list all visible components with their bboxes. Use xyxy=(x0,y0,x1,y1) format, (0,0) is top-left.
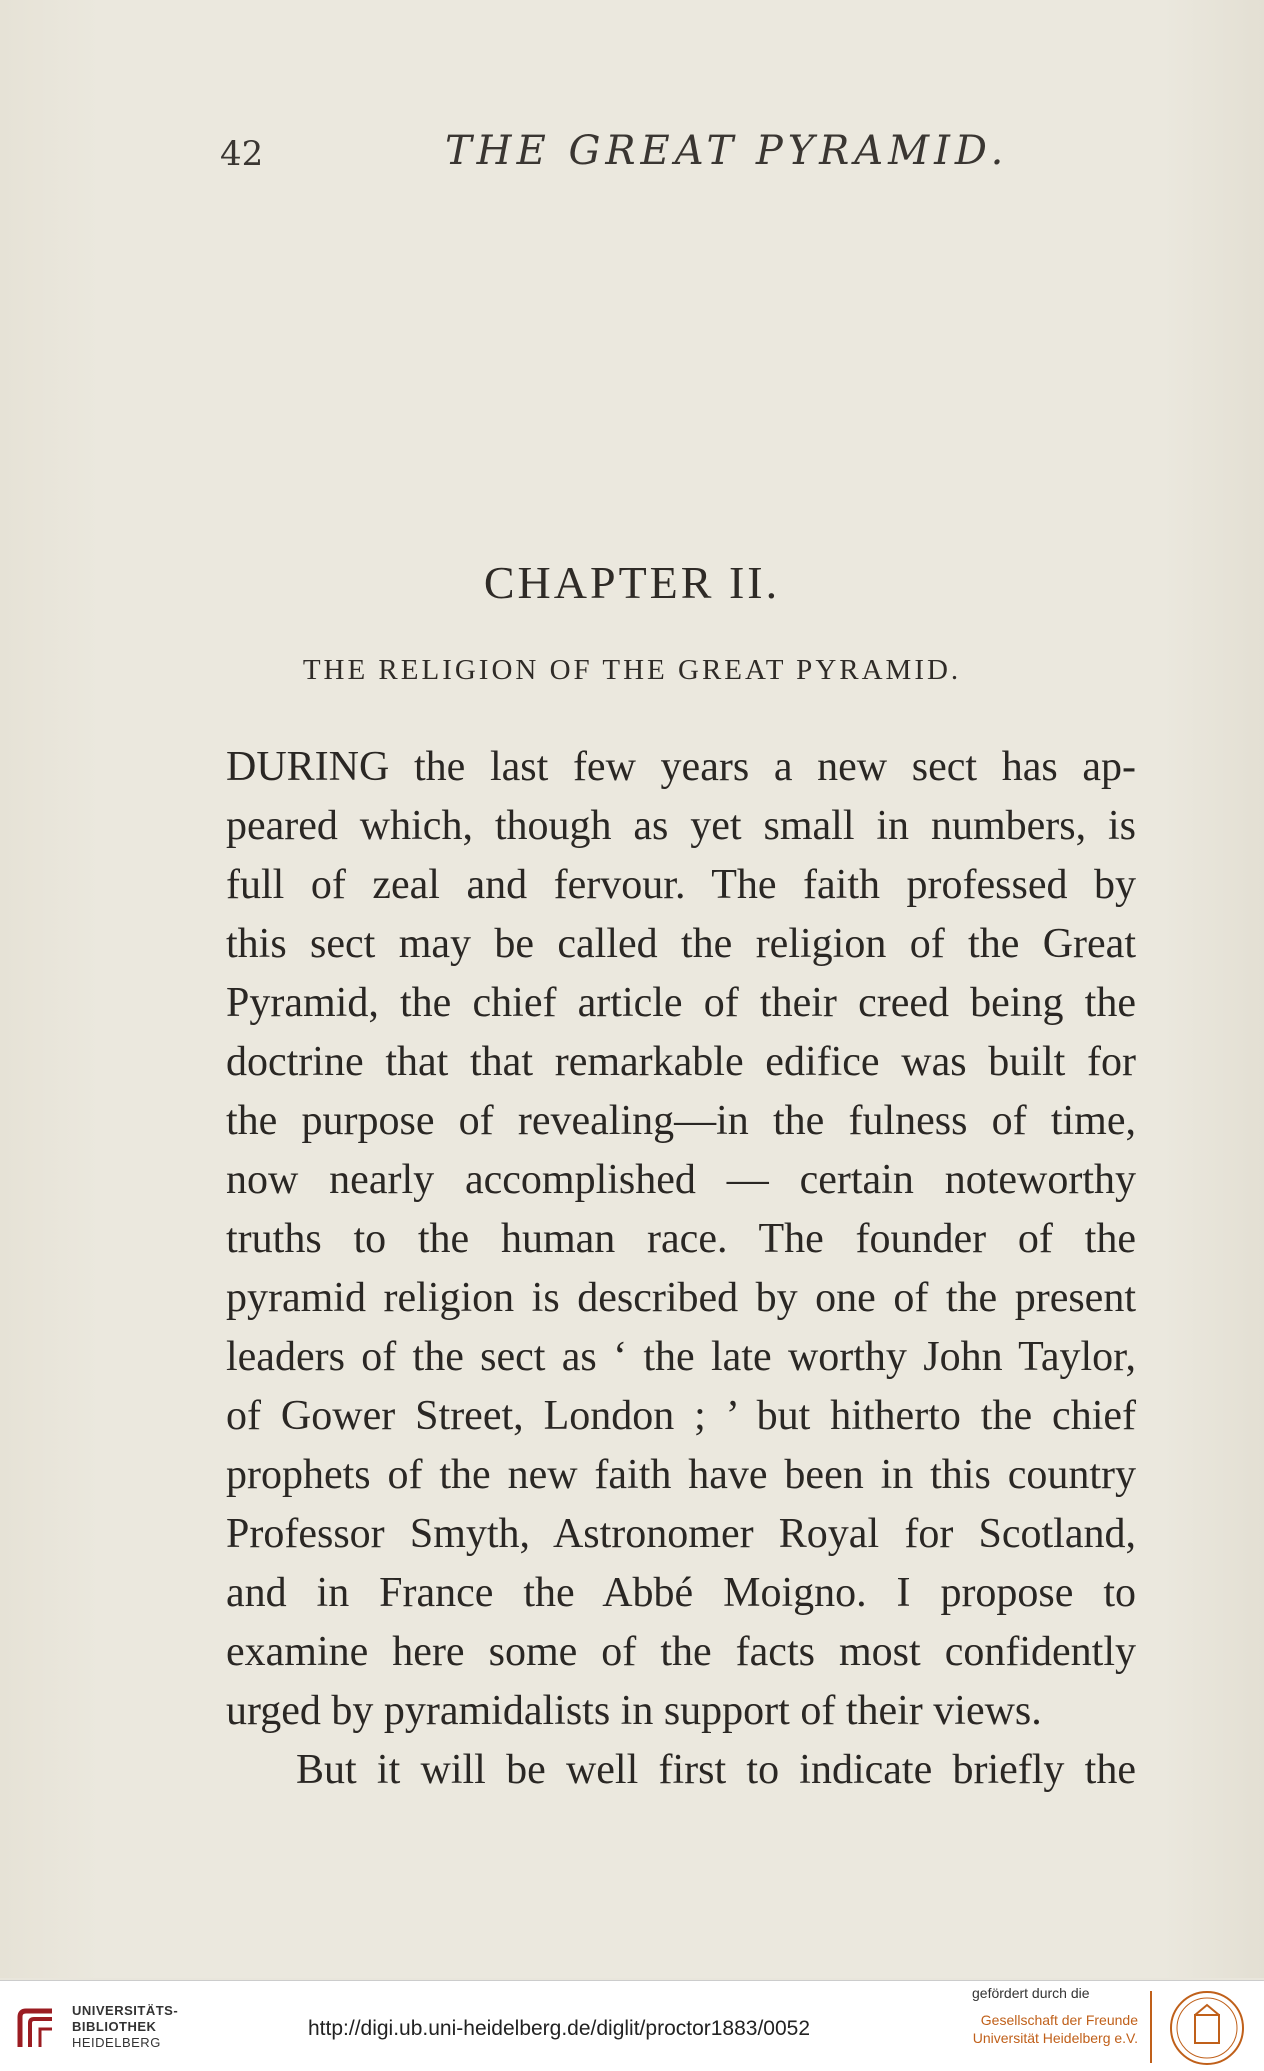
page-number: 42 xyxy=(220,134,264,174)
text-line: truths to the human race. The founder of the xyxy=(226,1216,1136,1262)
digitization-footer xyxy=(0,1980,1264,2071)
library-name: UNIVERSITÄTS- BIBLIOTHEK HEIDELBERG xyxy=(72,2003,179,2050)
text-line: examine here some of the facts most confidently xyxy=(226,1629,1136,1675)
text-line: of Gower Street, London ; ’ but hitherto the chief xyxy=(226,1393,1136,1439)
text-line: this sect may be called the religion of the Great xyxy=(226,921,1136,967)
body-text xyxy=(226,738,1136,1800)
chapter-title: CHAPTER II. xyxy=(483,557,781,608)
footer-divider xyxy=(1150,1991,1152,2063)
text-line: and in France the Abbé Moigno. I propose to xyxy=(226,1570,1136,1616)
text-line: But it will be well first to indicate briefly the xyxy=(296,1747,1136,1793)
text-line: leaders of the sect as ‘ the late worthy John Taylor, xyxy=(226,1334,1136,1380)
text-line: Professor Smyth, Astronomer Royal for Scotland, xyxy=(226,1511,1136,1557)
text-line: now nearly accomplished — certain noteworthy xyxy=(226,1157,1136,1203)
text-line: doctrine that that remarkable edifice was built for xyxy=(226,1039,1136,1085)
text-line: prophets of the new faith have been in this country xyxy=(226,1452,1136,1498)
text-line: pyramid religion is described by one of the present xyxy=(226,1275,1136,1321)
text-line: DURING the last few years a new sect has ap- xyxy=(226,744,1136,790)
running-head xyxy=(220,128,1120,188)
text-line: urged by pyramidalists in support of their views. xyxy=(226,1688,1042,1734)
permalink-url[interactable]: http://digi.ub.uni-heidelberg.de/diglit/proctor1883/0052 xyxy=(308,2017,811,2040)
library-logo-icon xyxy=(12,2003,64,2055)
chapter-subtitle: THE RELIGION OF THE GREAT PYRAMID. xyxy=(302,654,962,686)
sponsor-label: gefördert durch die xyxy=(972,1985,1090,2001)
text-line: Pyramid, the chief article of their creed being the xyxy=(226,980,1136,1026)
university-seal-icon xyxy=(1162,1989,1252,2067)
text-line: full of zeal and fervour. The faith professed by xyxy=(226,862,1136,908)
text-line: the purpose of revealing—in the fulness of time, xyxy=(226,1098,1136,1144)
sponsor-name: Gesellschaft der Freunde Universität Heidelberg e.V. xyxy=(972,2012,1138,2046)
text-line: peared which, though as yet small in numbers, is xyxy=(226,803,1136,849)
running-title: THE GREAT PYRAMID. xyxy=(445,128,1009,174)
